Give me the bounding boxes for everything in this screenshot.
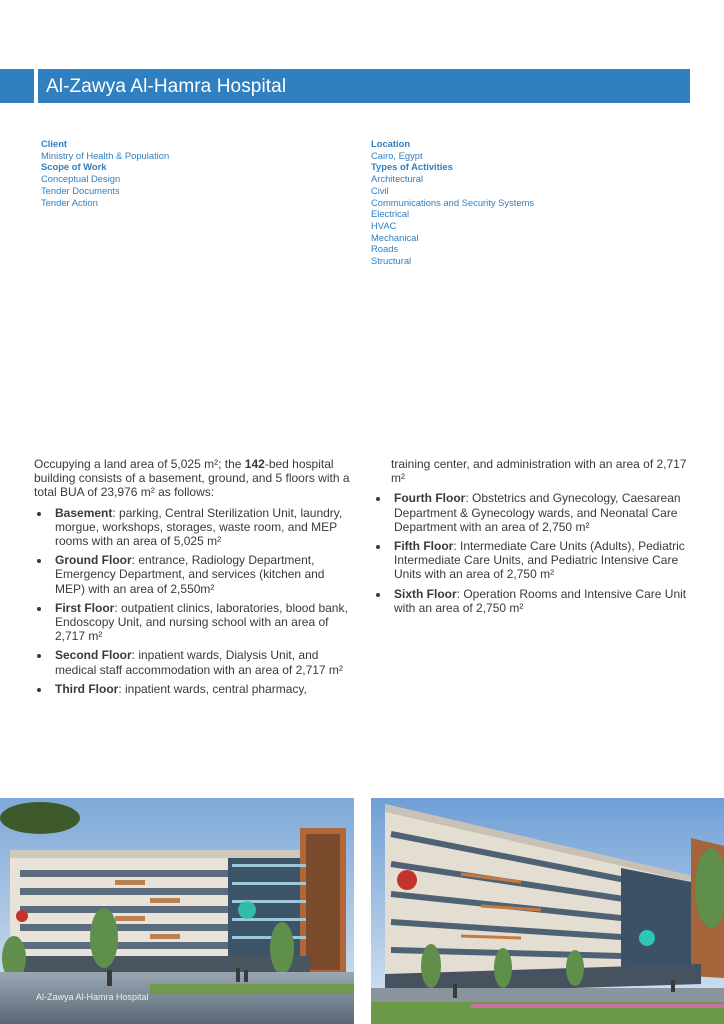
floor-text: : parking, Central Sterilization Unit, laundry, morgue, workshops, storages, waste room, and MEP rooms with an area of 5,025 m²: [55, 505, 343, 549]
list-item: [34, 601, 354, 644]
building-illustration: [0, 798, 354, 1024]
floor-text: : inpatient wards, central pharmacy,: [118, 681, 307, 696]
bed-count: 142: [244, 457, 265, 471]
third-floor-continued: training center, and administration with an area of 2,717 m²: [391, 457, 687, 486]
location-label: Location: [371, 138, 411, 149]
floor-list: [373, 491, 693, 615]
client-value: Ministry of Health & Population: [41, 149, 170, 161]
floor-name: First Floor: [55, 600, 115, 615]
project-info-right: [371, 138, 671, 267]
list-item: [373, 587, 693, 615]
floor-text: : entrance, Radiology Department, Emergency Department, and services (kitchen and MEP) with an area of 2,550m²: [55, 553, 325, 596]
description-column-right: [373, 457, 693, 620]
floor-text: : outpatient clinics, laboratories, blood bank, Endoscopy Unit, and nursing school with an area of 2,717 m²: [55, 600, 348, 644]
floor-list: [34, 506, 354, 696]
photo-caption: Al-Zawya Al-Hamra Hospital: [36, 992, 149, 1002]
activity-item: HVAC: [371, 219, 397, 231]
hospital-rendering-left: [0, 798, 354, 1024]
intro-text: -bed hospital building consists of a basement, ground, and 5 floors with a total BUA of 23,976 m² as follows:: [34, 457, 350, 500]
scope-item: Tender Documents: [41, 184, 120, 196]
location-value: Cairo, Egypt: [371, 149, 423, 161]
list-item: [34, 648, 354, 676]
list-item: [34, 506, 354, 549]
activity-item: Mechanical: [371, 231, 419, 243]
activity-item: Structural: [371, 255, 412, 267]
intro-text: Occupying a land area of 5,025 m²; the: [34, 457, 245, 471]
activities-label: Types of Activities: [371, 161, 453, 173]
floor-text: : inpatient wards, Dialysis Unit, and medical staff accommodation with an area of 2,717 m²: [55, 648, 343, 677]
activity-item: Architectural: [371, 173, 424, 185]
floor-text: : Intermediate Care Units (Adults), Pediatric Intermediate Care Units, and Pediatric Intensive Care Units with an area of 2,750 m²: [394, 539, 685, 582]
activity-item: Civil: [371, 184, 389, 196]
floor-text: : Operation Rooms and Intensive Care Unit with an area of 2,750 m²: [394, 586, 687, 615]
floor-name: Ground Floor: [55, 553, 132, 568]
activity-item: Electrical: [371, 208, 410, 220]
floor-name: Basement: [55, 505, 113, 520]
intro-paragraph: [34, 457, 354, 500]
list-item: [34, 682, 354, 696]
activity-item: Communications and Security Systems: [371, 196, 535, 208]
hospital-rendering-right: [371, 798, 724, 1024]
floor-text: : Obstetrics and Gynecology, Caesarean Department & Gynecology wards, and Neonatal Care Department with an area of 2,750 m²: [394, 491, 681, 534]
list-item: [373, 539, 693, 582]
activity-item: Roads: [371, 243, 399, 255]
scope-item: Tender Action: [41, 196, 98, 208]
description-column-left: [34, 457, 354, 701]
building-illustration: [371, 798, 724, 1024]
list-item: [373, 491, 693, 534]
scope-item: Conceptual Design: [41, 173, 121, 185]
scope-label: Scope of Work: [41, 161, 107, 173]
floor-name: Fourth Floor: [394, 491, 466, 506]
list-item: [34, 553, 354, 596]
project-info-left: [41, 138, 341, 208]
floor-name: Second Floor: [55, 648, 132, 663]
floor-name: Third Floor: [55, 681, 119, 696]
client-label: Client: [41, 138, 68, 149]
page-title: Al-Zawya Al-Hamra Hospital: [38, 69, 690, 103]
floor-name: Sixth Floor: [394, 586, 457, 601]
title-bar-accent: [0, 69, 34, 103]
floor-name: Fifth Floor: [394, 539, 454, 554]
